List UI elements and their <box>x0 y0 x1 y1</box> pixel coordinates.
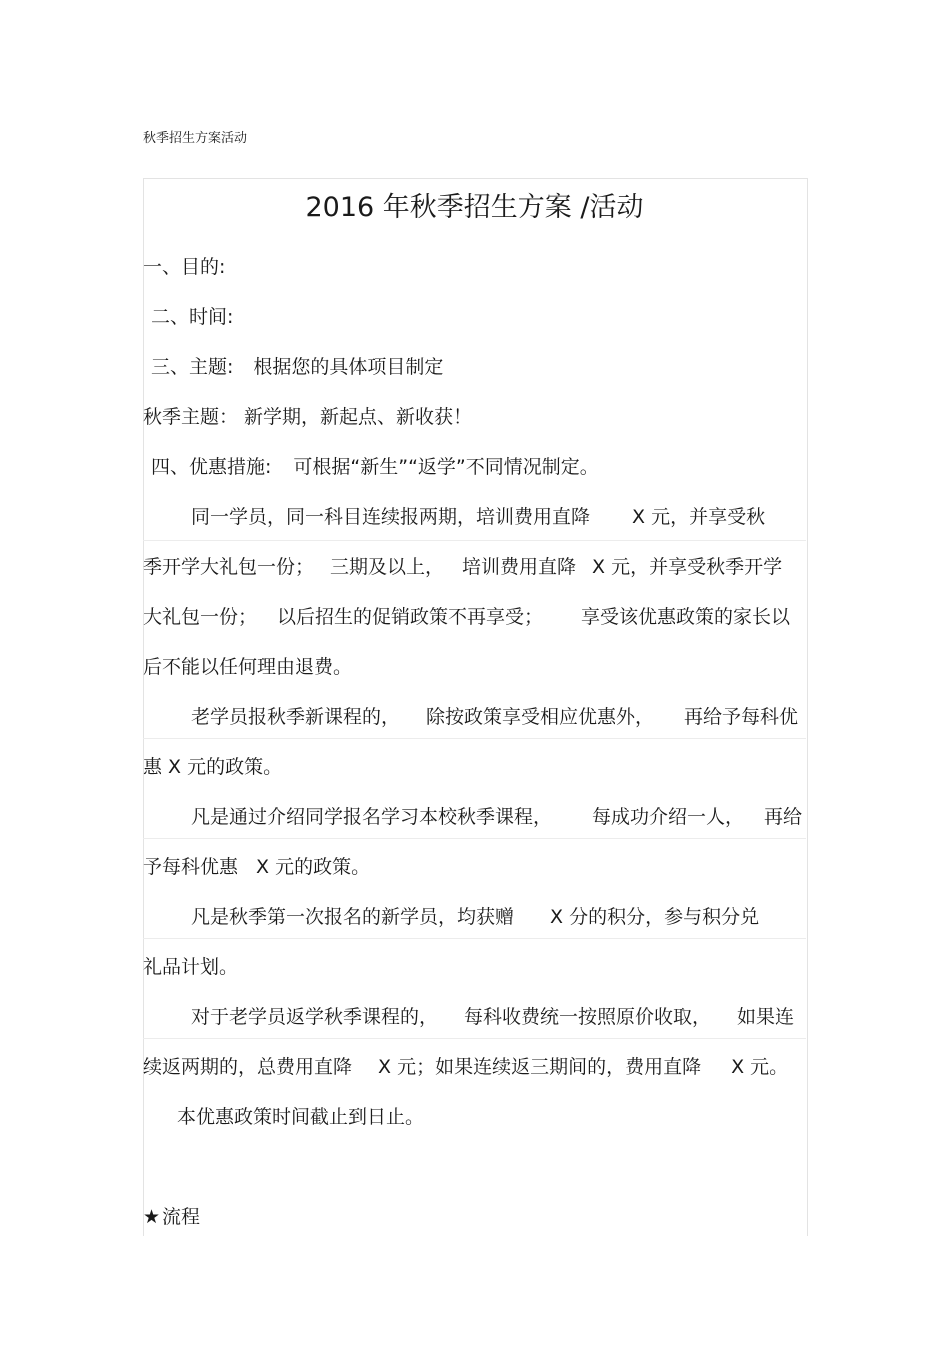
section-purpose: 一、目的: <box>143 256 226 278</box>
section-discount-label: 四、优惠措施: <box>151 456 272 478</box>
divider <box>143 838 806 839</box>
section-theme <box>151 355 443 379</box>
paragraph-line <box>191 1005 794 1029</box>
text-segment: 予每科优惠 <box>143 856 239 878</box>
text-segment: 如果连 <box>737 1006 795 1028</box>
paragraph-line <box>143 555 782 579</box>
text-segment: 同一学员，同一科目连续报两期，培训费用直降 <box>191 506 591 528</box>
paragraph-line <box>191 905 759 929</box>
text-segment: 凡是秋季第一次报名的新学员，均获赠 <box>191 906 515 928</box>
autumn-theme-text: 新学期，新起点、新收获！ <box>244 406 473 428</box>
text-segment: 以后招生的促销政策不再享受； <box>277 606 544 628</box>
autumn-theme-label: 秋季主题： <box>143 406 239 428</box>
text-segment: 再给予每科优 <box>684 706 799 728</box>
autumn-theme <box>143 405 472 429</box>
divider <box>143 1038 806 1039</box>
text-segment: X 元。 <box>731 1056 789 1078</box>
paragraph-line: 后不能以任何理由退费。 <box>143 656 353 678</box>
section-discount <box>151 455 599 479</box>
text-segment: 享受该优惠政策的家长以 <box>581 606 791 628</box>
process-label: 流程 <box>162 1206 201 1228</box>
page-title: 2016 年秋季招生方案 /活动 <box>305 192 644 223</box>
text-segment: 每成功介绍一人， <box>592 806 745 828</box>
paragraph-line: 惠 X 元的政策。 <box>143 756 283 778</box>
text-segment: 季开学大礼包一份； <box>143 556 315 578</box>
section-theme-label: 三、主题: <box>151 356 234 378</box>
paragraph-line <box>191 805 802 829</box>
text-segment: 老学员报秋季新课程的， <box>191 706 401 728</box>
text-segment: 每科收费统一按照原价收取， <box>464 1006 712 1028</box>
section-theme-text: 根据您的具体项目制定 <box>253 356 444 378</box>
section-time: 二、时间: <box>151 306 234 328</box>
text-segment: X 元的政策。 <box>256 856 371 878</box>
divider <box>143 540 806 541</box>
divider <box>143 938 806 939</box>
text-segment: 续返两期的，总费用直降 <box>143 1056 353 1078</box>
divider <box>143 738 806 739</box>
text-segment: 再给 <box>764 806 803 828</box>
text-segment: 三期及以上， <box>330 556 445 578</box>
text-segment: 培训费用直降 <box>462 556 577 578</box>
section-discount-text: 可根据“新生”“返学”不同情况制定。 <box>293 456 599 478</box>
paragraph-line <box>191 505 765 529</box>
paragraph-line: 礼品计划。 <box>143 956 239 978</box>
paragraph-line <box>143 605 790 629</box>
text-segment: X 分的积分，参与积分兑 <box>550 906 760 928</box>
process-heading <box>143 1205 200 1229</box>
star-icon: ★ <box>143 1206 161 1228</box>
text-segment: 大礼包一份； <box>143 606 258 628</box>
text-segment: X 元；如果连续返三期间的，费用直降 <box>378 1056 702 1078</box>
deadline-note: 本优惠政策时间截止到日止。 <box>177 1106 425 1128</box>
paragraph-line <box>143 1055 788 1079</box>
text-segment: 对于老学员返学秋季课程的， <box>191 1006 439 1028</box>
paragraph-line <box>143 855 370 879</box>
header-label: 秋季招生方案活动 <box>143 131 248 146</box>
paragraph-line <box>191 705 798 729</box>
text-segment: X 元，并享受秋 <box>632 506 766 528</box>
text-segment: 除按政策享受相应优惠外， <box>426 706 655 728</box>
text-segment: X 元，并享受秋季开学 <box>592 556 783 578</box>
text-segment: 凡是通过介绍同学报名学习本校秋季课程， <box>191 806 553 828</box>
